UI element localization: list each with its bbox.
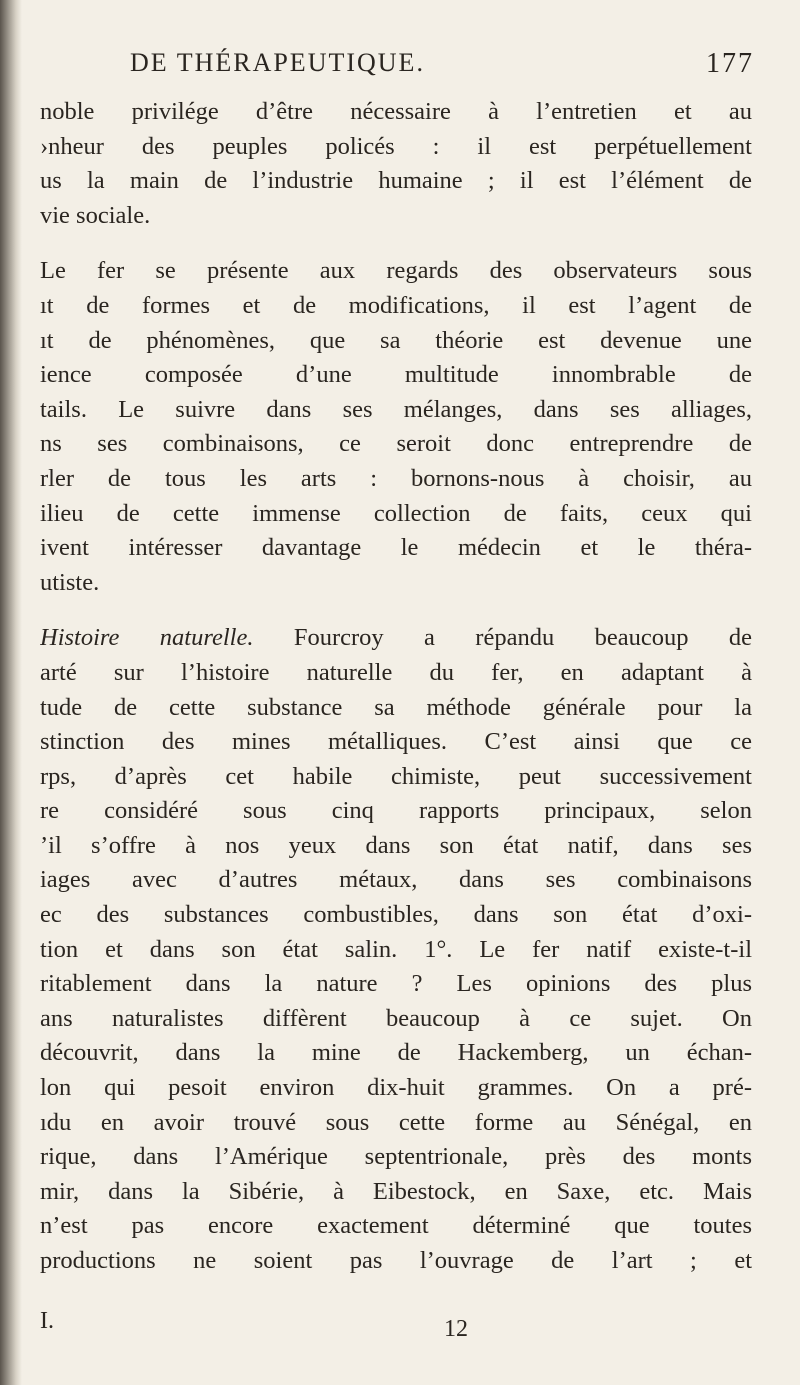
text-line: stinction des mines métalliques. C’est ainsi que ce: [40, 728, 752, 756]
paragraph-3: [40, 621, 752, 1278]
text-line: ience composée d’une multitude innombrable de: [40, 361, 752, 389]
text-line: ›nheur des peuples policés : il est perpétuellement: [40, 132, 752, 160]
text-line: Le fer se présente aux regards des observateurs sous: [40, 257, 752, 285]
text-line: ’il s’offre à nos yeux dans son état natif, dans ses: [40, 831, 752, 859]
text-line: rique, dans l’Amérique septentrionale, près des monts: [40, 1143, 752, 1171]
text-line: ritablement dans la nature ? Les opinions des plus: [40, 970, 752, 998]
text-line: mir, dans la Sibérie, à Eibestock, en Saxe, etc. Mais: [40, 1177, 752, 1205]
text-line: ıt de phénomènes, que sa théorie est devenue une: [40, 326, 752, 354]
text-line: tion et dans son état salin. 1°. Le fer natif existe-t-il: [40, 935, 752, 963]
text-run: Fourcroy a répandu beaucoup de: [253, 624, 752, 652]
text-line: lon qui pesoit environ dix-huit grammes. On a pré-: [40, 1074, 752, 1102]
text-line: utiste.: [40, 568, 100, 596]
sheet-number: 12: [444, 1316, 468, 1342]
text-line: ıt de formes et de modifications, il est l’agent de: [40, 291, 752, 319]
text-line: ans naturalistes diffèrent beaucoup à ce sujet. On: [40, 1004, 752, 1032]
text-line: rler de tous les arts : bornons-nous à choisir, au: [40, 464, 752, 492]
body-text: [40, 95, 752, 1279]
text-line: noble privilége d’être nécessaire à l’entretien et au: [40, 98, 752, 125]
paragraph-1: [40, 95, 752, 233]
text-line: iages avec d’autres métaux, dans ses combinaisons: [40, 866, 752, 894]
text-line: ilieu de cette immense collection de faits, ceux qui: [40, 499, 752, 527]
text-line: tails. Le suivre dans ses mélanges, dans ses alliages,: [40, 395, 752, 423]
text-line: re considéré sous cinq rapports principaux, selon: [40, 797, 752, 825]
text-line: ec des substances combustibles, dans son état d’oxi-: [40, 901, 752, 929]
text-line: arté sur l’histoire naturelle du fer, en adaptant à: [40, 658, 752, 686]
text-line: vie sociale.: [40, 201, 151, 229]
text-line: ns ses combinaisons, ce seroit donc entreprendre de: [40, 430, 752, 458]
text-line: ivent intéresser davantage le médecin et le théra-: [40, 534, 752, 562]
text-line: découvrit, dans la mine de Hackemberg, un échan-: [40, 1039, 752, 1067]
text-line: [40, 621, 752, 656]
paragraph-2: [40, 254, 752, 600]
text-line: n’est pas encore exactement déterminé que toutes: [40, 1212, 752, 1240]
page-footer: [40, 1308, 752, 1348]
text-line: ıdu en avoir trouvé sous cette forme au Sénégal, en: [40, 1108, 752, 1136]
running-head: DE THÉRAPEUTIQUE.: [130, 48, 425, 77]
text-line: productions ne soient pas l’ouvrage de l’art ; et: [40, 1247, 752, 1274]
page-header: [60, 46, 760, 86]
signature-mark: I.: [40, 1308, 54, 1334]
text-line: rps, d’après cet habile chimiste, peut successivement: [40, 762, 752, 790]
page-number: 177: [706, 48, 754, 79]
text-line: tude de cette substance sa méthode générale pour la: [40, 693, 752, 721]
text-line: us la main de l’industrie humaine ; il est l’élément de: [40, 167, 752, 195]
section-heading: Histoire naturelle.: [40, 624, 254, 652]
